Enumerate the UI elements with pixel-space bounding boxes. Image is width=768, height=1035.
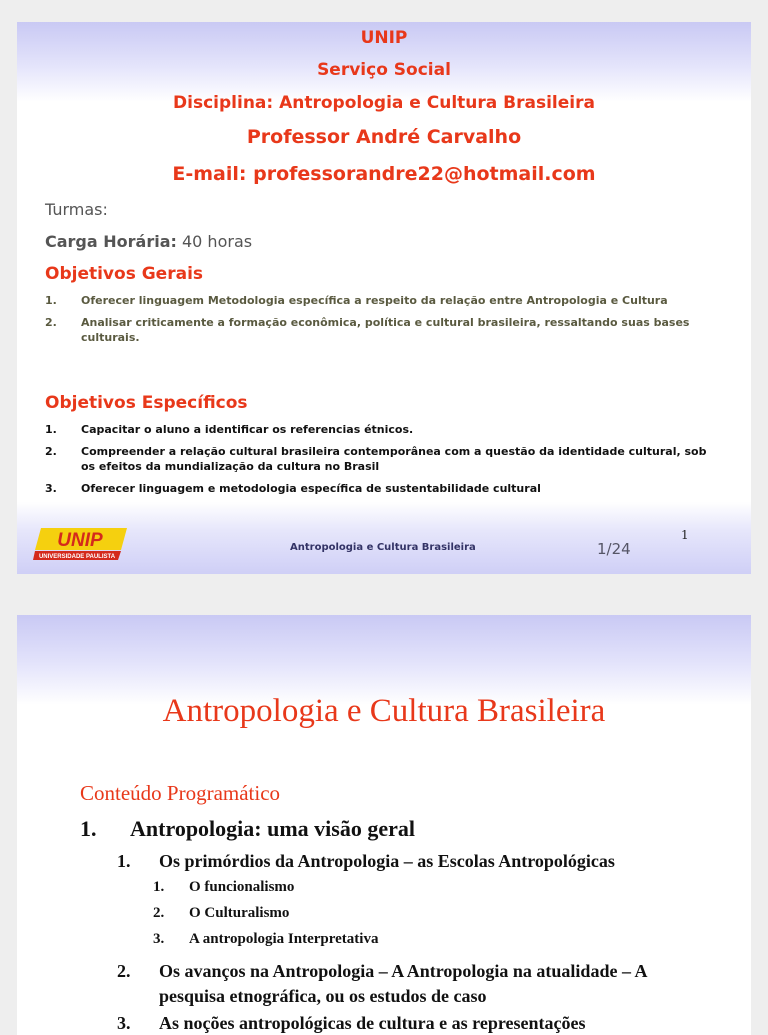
svg-text:UNIVERSIDADE PAULISTA: UNIVERSIDADE PAULISTA (38, 554, 116, 560)
header-institution: UNIP (360, 28, 408, 48)
content-item-1-3: 3. As noções antropológicas de cultura e as representações (117, 1013, 586, 1033)
objetivos-gerais-list (17, 293, 707, 352)
unip-logo (33, 528, 127, 560)
list-item: 1. Oferecer linguagem Metodologia específica a respeito da relação entre Antropologia e Cultura (45, 294, 668, 307)
slide-counter: 1/24 (597, 540, 631, 558)
objetivos-especificos-list (17, 422, 707, 503)
page-number: 1 (681, 528, 689, 542)
header-professor: Professor André Carvalho (246, 126, 522, 148)
slide-header-band (17, 615, 751, 705)
carga-horaria-value: 40 horas (181, 232, 253, 251)
slide-title: Antropologia e Cultura Brasileira (162, 693, 606, 729)
slide-footer-band (17, 502, 751, 574)
header-discipline: Disciplina: Antropologia e Cultura Brasileira (173, 93, 595, 113)
content-item-1-2: 2. Os avanços na Antropologia – A Antropologia na atualidade – A pesquisa etnográfica, ou os estudos de caso (117, 961, 647, 1006)
slide-subtitle: Conteúdo Programático (80, 781, 281, 805)
list-item: 3. Oferecer linguagem e metodologia específica de sustentabilidade cultural (45, 482, 541, 495)
sub-item: 2. O Culturalismo (153, 905, 290, 921)
svg-text:UNIP: UNIP (57, 530, 103, 551)
slide-2 (17, 615, 751, 1035)
carga-horaria-label: Carga Horária: (45, 232, 177, 251)
list-item: 1. Capacitar o aluno a identificar os referencias étnicos. (45, 423, 414, 436)
list-item: 2. Analisar criticamente a formação econômica, política e cultural brasileira, ressaltando suas bases culturais. (45, 316, 690, 344)
turmas-label: Turmas: (45, 200, 108, 219)
footer-course-name: Antropologia e Cultura Brasileira (290, 542, 476, 553)
header-course: Serviço Social (317, 60, 451, 80)
objetivos-gerais-title: Objetivos Gerais (45, 264, 204, 284)
sub-item: 3. A antropologia Interpretativa (153, 931, 379, 947)
content-item-1: 1. Antropologia: uma visão geral (80, 816, 415, 841)
slide-1 (17, 22, 751, 574)
objetivos-especificos-title: Objetivos Específicos (45, 393, 248, 413)
list-item: 2. Compreender a relação cultural brasileira contemporânea com a questão da identidade cultural, sob os efeitos da mundialização da cultura no Brasil (45, 445, 707, 473)
content-item-1-1: 1. Os primórdios da Antropologia – as Escolas Antropológicas (117, 851, 615, 871)
carga-horaria (45, 232, 252, 251)
sub-item: 1. O funcionalismo (153, 879, 295, 895)
header-email: E-mail: professorandre22@hotmail.com (172, 163, 596, 185)
